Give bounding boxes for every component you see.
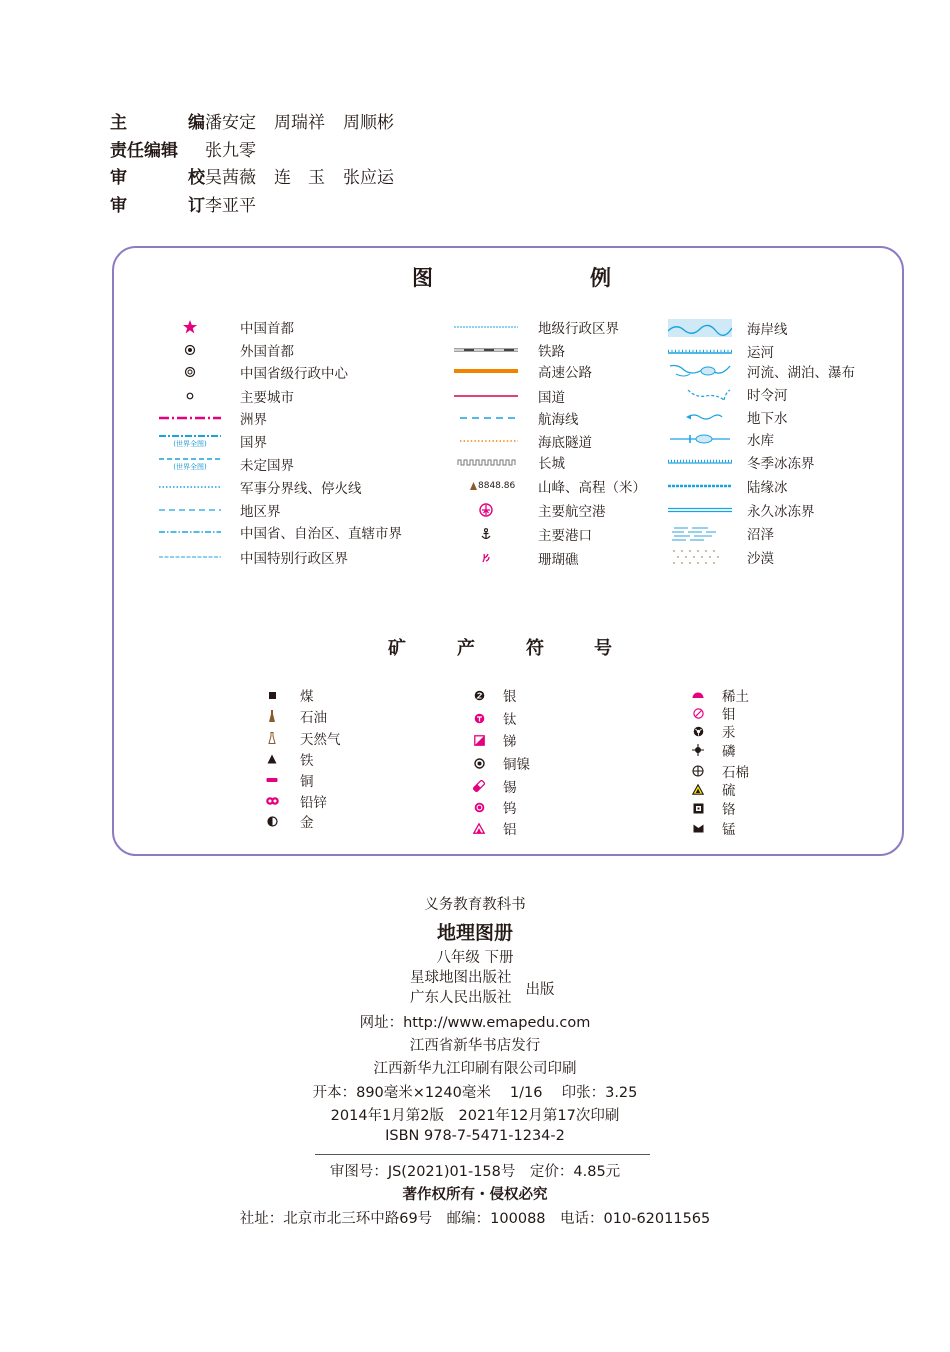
review-price: 审图号：JS(2021)01-158号 定价：4.85元	[329, 1164, 621, 1180]
legend-label: 珊瑚礁	[538, 552, 579, 568]
mineral-item	[471, 776, 517, 796]
legend-label: 水库	[747, 433, 774, 449]
legend-label: 永久冰冻界	[747, 504, 815, 520]
coral-reef-icon	[452, 552, 520, 564]
series-name: 义务教育教科书	[424, 897, 526, 913]
mineral-title-char: 符	[526, 638, 544, 659]
molybdenum-icon	[690, 708, 706, 719]
lead-zinc-icon	[264, 796, 280, 806]
distributor: 江西省新华书店发行	[409, 1038, 541, 1054]
credit-responsible-editor	[110, 138, 394, 166]
legend-label: 高速公路	[538, 365, 592, 381]
legend-label: 地级行政区界	[538, 321, 619, 337]
legend-item	[150, 431, 267, 451]
legend-item	[452, 408, 579, 428]
publisher-name: 广东人民出版社	[410, 990, 512, 1006]
divider	[315, 1154, 650, 1155]
legend-item	[452, 317, 619, 337]
river-lake-icon	[667, 362, 733, 380]
legend-label: 航海线	[538, 412, 579, 428]
titanium-icon	[471, 713, 487, 724]
mineral-item	[264, 706, 327, 726]
legend-label: 运河	[747, 345, 774, 361]
mineral-item	[471, 818, 517, 838]
prefecture-boundary-icon	[452, 325, 520, 329]
region-boundary-icon	[150, 508, 230, 512]
credit-proofreading	[110, 165, 394, 193]
legend-label: 中国特别行政区界	[240, 551, 348, 567]
chromium-icon	[690, 803, 706, 814]
legend-item	[452, 452, 565, 472]
mineral-item	[690, 740, 736, 760]
legend-label: 时令河	[747, 388, 788, 404]
legend-label: 陆缘冰	[747, 480, 788, 496]
legend-label: 洲界	[240, 412, 267, 428]
legend-item	[452, 476, 646, 496]
legend-item	[452, 386, 565, 406]
mineral-title-char: 产	[457, 638, 475, 659]
credit-chief-editor	[110, 110, 394, 138]
legend-item	[452, 361, 592, 381]
phosphorus-icon	[690, 744, 706, 756]
winter-ice-boundary-icon	[667, 458, 733, 466]
legend-label: 地区界	[240, 504, 281, 520]
legend-label: 主要城市	[240, 390, 294, 406]
legend-label: 河流、湖泊、瀑布	[747, 365, 855, 381]
mineral-label: 银	[503, 689, 517, 705]
mineral-item	[264, 811, 314, 831]
credit-role: 编	[188, 113, 205, 133]
mineral-item	[690, 703, 736, 723]
gold-icon	[264, 816, 280, 827]
tungsten-icon	[471, 802, 487, 813]
legend-label: 军事分界线、停火线	[240, 481, 362, 497]
mineral-item	[690, 685, 749, 705]
legend-item	[667, 407, 788, 427]
mineral-label: 稀土	[722, 689, 749, 705]
legend-item	[452, 548, 579, 568]
legend-label: 主要航空港	[538, 504, 606, 520]
undetermined-boundary-icon	[150, 457, 230, 472]
mineral-item	[690, 798, 736, 818]
mineral-title-char: 号	[594, 638, 612, 659]
copper-nickel-icon	[471, 758, 487, 769]
seasonal-river-icon	[667, 386, 733, 402]
permanent-ice-boundary-icon	[667, 506, 733, 514]
legend-item	[667, 429, 774, 449]
credit-name: 连 玉	[274, 168, 325, 188]
land-ice-icon	[667, 483, 733, 489]
mineral-item	[264, 791, 327, 811]
legend-item	[452, 500, 606, 520]
mineral-label: 铜镍	[503, 757, 530, 773]
mineral-label: 石棉	[722, 765, 749, 781]
mineral-title-char: 矿	[388, 638, 406, 659]
credit-role: 审	[110, 168, 127, 188]
mineral-label: 钨	[503, 801, 517, 817]
desert-icon	[667, 548, 733, 566]
legend-label: 中国省级行政中心	[240, 366, 348, 382]
canal-icon	[667, 347, 733, 355]
legend-item	[452, 340, 565, 360]
port-anchor-icon	[452, 528, 520, 540]
website: 网址：http://www.emapedu.com	[359, 1015, 591, 1031]
dotted-circle-icon	[150, 344, 230, 356]
credit-role: 校	[188, 168, 205, 188]
mineral-item	[264, 685, 314, 705]
legend-label: 长城	[538, 456, 565, 472]
tin-icon	[471, 780, 487, 792]
credit-role: 责任编辑	[110, 140, 178, 161]
great-wall-icon	[452, 458, 520, 466]
mineral-label: 铬	[722, 802, 736, 818]
mineral-item	[690, 779, 736, 799]
groundwater-icon	[667, 411, 733, 423]
legend-label: 未定国界	[240, 458, 294, 474]
mineral-label: 磷	[722, 744, 736, 760]
mineral-label: 汞	[722, 725, 736, 741]
credit-role: 订	[188, 195, 205, 216]
legend-item	[452, 431, 592, 451]
mineral-label: 锑	[503, 734, 517, 750]
legend-label: 海底隧道	[538, 435, 592, 451]
legend-item	[150, 362, 348, 382]
legend-item	[452, 524, 592, 544]
legend-label: 冬季冰冻界	[747, 456, 815, 472]
legend-item	[150, 522, 402, 542]
publishers	[410, 968, 555, 1008]
mineral-label: 金	[300, 815, 314, 831]
legend-item	[150, 500, 281, 520]
publish-verb: 出版	[525, 981, 555, 998]
isbn: ISBN 978-7-5471-1234-2	[385, 1128, 565, 1144]
legend-item	[150, 386, 294, 406]
sea-route-icon	[452, 416, 520, 420]
legend-item	[667, 452, 815, 472]
mineral-label: 锰	[722, 822, 736, 838]
rare-earth-icon	[690, 691, 706, 699]
format-spec: 开本：890毫米×1240毫米 1/16 印张：3.25	[312, 1085, 638, 1101]
mineral-label: 铁	[300, 753, 314, 769]
railway-icon	[452, 347, 520, 353]
mineral-label: 钛	[503, 712, 517, 728]
mineral-item	[471, 708, 517, 728]
legend-title-a: 图	[412, 266, 433, 290]
mineral-label: 铜	[300, 774, 314, 790]
legend-item	[667, 318, 788, 338]
tin-antimony-icon	[471, 735, 487, 746]
legend-label: 外国首都	[240, 344, 294, 360]
mineral-label: 铝	[503, 822, 517, 838]
airport-icon	[452, 503, 520, 517]
credit-name: 潘安定	[205, 113, 256, 133]
mineral-item	[471, 685, 517, 705]
manganese-icon	[690, 824, 706, 833]
silver-icon	[471, 690, 487, 701]
legend-label: 国道	[538, 390, 565, 406]
mineral-item	[264, 770, 314, 790]
legend-label: 主要港口	[538, 528, 592, 544]
coal-icon	[264, 691, 280, 700]
legend-item	[667, 523, 774, 543]
copper-icon	[264, 777, 280, 783]
mineral-label: 铅锌	[300, 795, 327, 811]
reservoir-icon	[667, 433, 733, 445]
mineral-item	[471, 730, 517, 750]
iron-icon	[264, 754, 280, 764]
printer: 江西新华九江印刷有限公司印刷	[373, 1061, 577, 1077]
credit-name: 吴茜薇	[205, 168, 256, 188]
national-road-icon	[452, 394, 520, 398]
legend-label: 中国首都	[240, 321, 294, 337]
grade-label: 八年级 下册	[436, 950, 514, 966]
publisher-name: 星球地图出版社	[410, 970, 512, 986]
mineral-label: 钼	[722, 707, 736, 723]
credit-name: 张九零	[205, 140, 256, 161]
legend-label: 沼泽	[747, 527, 774, 543]
mineral-label: 硫	[722, 783, 736, 799]
mineral-item	[690, 761, 749, 781]
legend-item	[667, 476, 788, 496]
peak-elevation: 8848.86	[478, 481, 516, 491]
legend-label: 沙漠	[747, 551, 774, 567]
legend-item	[150, 340, 294, 360]
mercury-icon	[690, 726, 706, 737]
credit-name: 周顺彬	[343, 113, 394, 133]
mineral-item	[264, 728, 341, 748]
edition-info: 2014年1月第2版 2021年12月第17次印刷	[330, 1108, 620, 1124]
aluminum-icon	[471, 823, 487, 834]
legend-item	[667, 341, 774, 361]
legend-label: 地下水	[747, 411, 788, 427]
legend-label: 中国省、自治区、直辖市界	[240, 526, 402, 542]
legend-item	[667, 361, 855, 381]
legend-item	[667, 547, 774, 567]
legend-item	[667, 500, 815, 520]
mineral-item	[471, 753, 530, 773]
address-line: 社址：北京市北三环中路69号 邮编：100088 电话：010-62011565	[239, 1211, 711, 1227]
legend-item	[150, 477, 362, 497]
copyright-notice: 著作权所有・侵权必究	[402, 1187, 548, 1203]
asbestos-icon	[690, 765, 706, 777]
mineral-label: 石油	[300, 710, 327, 726]
swamp-icon	[667, 525, 733, 541]
mineral-item	[264, 749, 314, 769]
province-boundary-icon	[150, 530, 230, 534]
mineral-label: 锡	[503, 780, 517, 796]
natural-gas-icon	[264, 732, 280, 744]
book-title: 地理图册	[436, 922, 513, 944]
continent-boundary-icon	[150, 415, 230, 421]
credit-role: 审	[110, 195, 127, 216]
legend-item	[150, 408, 267, 428]
legend-label: 国界	[240, 435, 267, 451]
legend-title-b: 例	[590, 266, 611, 290]
credit-name: 周瑞祥	[274, 113, 325, 133]
mineral-label: 天然气	[300, 732, 341, 748]
legend-note: (世界全图)	[173, 439, 207, 448]
legend-note: (世界全图)	[173, 462, 207, 471]
credit-role: 主	[110, 113, 127, 133]
mountain-peak-icon	[452, 481, 520, 491]
legend-item	[150, 454, 294, 474]
legend-item	[150, 317, 294, 337]
special-region-boundary-icon	[150, 555, 230, 559]
credit-name: 张应运	[343, 168, 394, 188]
oil-icon	[264, 710, 280, 722]
legend-label: 铁路	[538, 344, 565, 360]
legend-item	[667, 384, 788, 404]
star-icon	[150, 320, 230, 334]
national-boundary-icon	[150, 434, 230, 449]
credit-revision	[110, 193, 394, 221]
credit-name: 李亚平	[205, 195, 256, 216]
military-line-icon	[150, 485, 230, 489]
mineral-label: 煤	[300, 689, 314, 705]
legend-item	[150, 547, 348, 567]
legend-label: 海岸线	[747, 322, 788, 338]
legend-label: 山峰、高程（米）	[538, 480, 646, 496]
mineral-item	[690, 818, 736, 838]
undersea-tunnel-icon	[452, 439, 520, 443]
mineral-item	[471, 797, 517, 817]
expressway-icon	[452, 368, 520, 374]
sulfur-icon	[690, 784, 706, 795]
coastline-icon	[667, 319, 733, 337]
mineral-item	[690, 721, 736, 741]
credits	[110, 110, 394, 220]
double-circle-icon	[150, 366, 230, 378]
small-circle-icon	[150, 391, 230, 401]
